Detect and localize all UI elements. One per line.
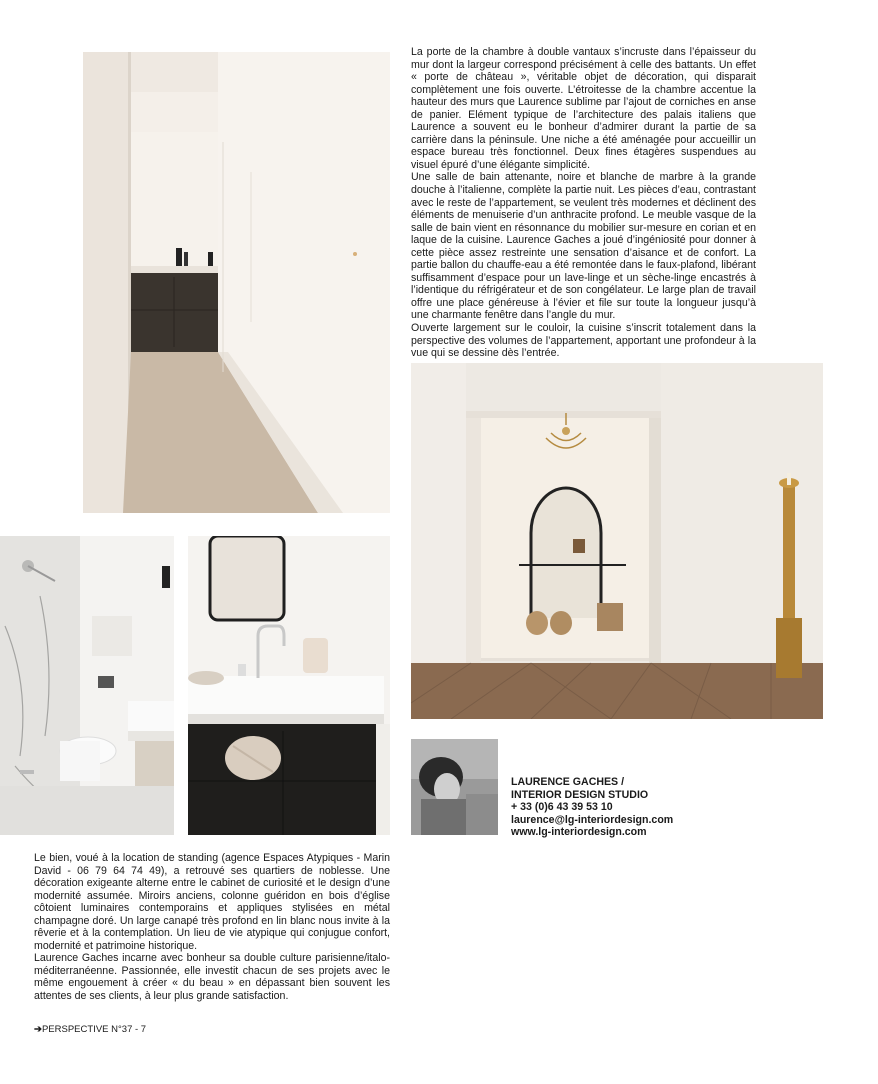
paragraph: Laurence Gaches incarne avec bonheur sa double culture parisienne/italo-méditerranéenne. Passionnée, elle investit chacun de ses projets avec le même engouement à créer « du beau » en dépassant bien souvent les attentes de ses clients, à leur plus grande satisfaction. bbox=[34, 952, 390, 1003]
hallway-photo bbox=[83, 52, 390, 513]
paragraph: Le bien, voué à la location de standing (agence Espaces Atypiques - Marin David - 06 79 64 74 49), a retrouvé ses quartiers de noblesse. Une décoration exigeante alterne entre le cabinet de curiosité et le design d’une modernité assumée. Miroirs anciens, colonne guéridon en bois d’église côtoient luminaires contemporains et appliques stylisées en métal champagne doré. Un large canapé très profond en lin blanc nous invite à la rêverie et à la contemplation. Un lieu de vie atypique qui conjugue confort, modernité et patrimoine historique. bbox=[34, 852, 390, 952]
contact-block bbox=[511, 776, 673, 839]
bathroom-shower-photo bbox=[0, 536, 174, 835]
phone-number: + 33 (0)6 43 39 53 10 bbox=[511, 801, 613, 814]
email-link[interactable]: laurence@lg-interiordesign.com bbox=[511, 813, 674, 826]
article-column-left bbox=[34, 852, 390, 1003]
paragraph: Ouverte largement sur le couloir, la cuisine s’inscrit totalement dans la perspective des volumes de l’appartement, apportant une profondeur à la vue qui se dessine dès l’entrée. bbox=[411, 322, 756, 360]
article-column-right bbox=[411, 46, 756, 360]
folio-label: PERSPECTIVE N°37 - 7 bbox=[41, 1024, 147, 1035]
page-footer bbox=[34, 1024, 146, 1035]
entryway-mirror-photo bbox=[411, 363, 823, 719]
website-link[interactable]: www.lg-interiordesign.com bbox=[511, 826, 647, 839]
paragraph: La porte de la chambre à double vantaux s’incruste dans l’épaisseur du mur dont la largeur correspond précisément à celle des battants. Un effet « porte de château », véritable objet de décoration, qui disparait complètement une fois ouverte. L’étroitesse de la chambre accentue la hauteur des murs que Laurence sublime par l’ajout de corniches en anse de panier. Elément typique de l’architecture des palais italiens que Laurence a souvent eu le bonheur d’admirer durant la partie de sa carrière dans la péninsule. Une niche a été aménagée pour accueillir un espace bureau très fonctionnel. Deux fines étagères suspendues au visuel épuré d’une élégante simplicité. bbox=[411, 46, 756, 171]
designer-name: LAURENCE GACHES / bbox=[511, 776, 625, 788]
portrait-photo bbox=[411, 739, 498, 835]
paragraph: Une salle de bain attenante, noire et blanche de marbre à la grande douche à l’italienne, complète la partie nuit. Les pièces d’eau, contrastant avec le reste de l’appartement, se veulent très modernes et déclinent des éléments de menuiserie d’un anthracite profond. Le meuble vasque de la salle de bain vient en résonnance du mobilier sur-mesure en corian et en laque de la cuisine. Laurence Gaches a joué d’ingéniosité pour donner à cette pièce assez restreinte une sensation d’aisance et de confort. La partie ballon du chauffe-eau a été remontée dans le faux-plafond, libérant suffisamment d’espace pour un lave-linge et un sèche-linge encastrés à l’identique du réfrigérateur et de son congélateur. Le large plan de travail offre une place généreuse à l’évier et file sur toute la longueur jusqu’à une charmante fenêtre dans l’angle du mur. bbox=[411, 171, 756, 322]
bathroom-vanity-photo bbox=[188, 536, 390, 835]
arrow-icon: ➔ bbox=[34, 1024, 42, 1035]
studio-name: INTERIOR DESIGN STUDIO bbox=[511, 788, 649, 801]
